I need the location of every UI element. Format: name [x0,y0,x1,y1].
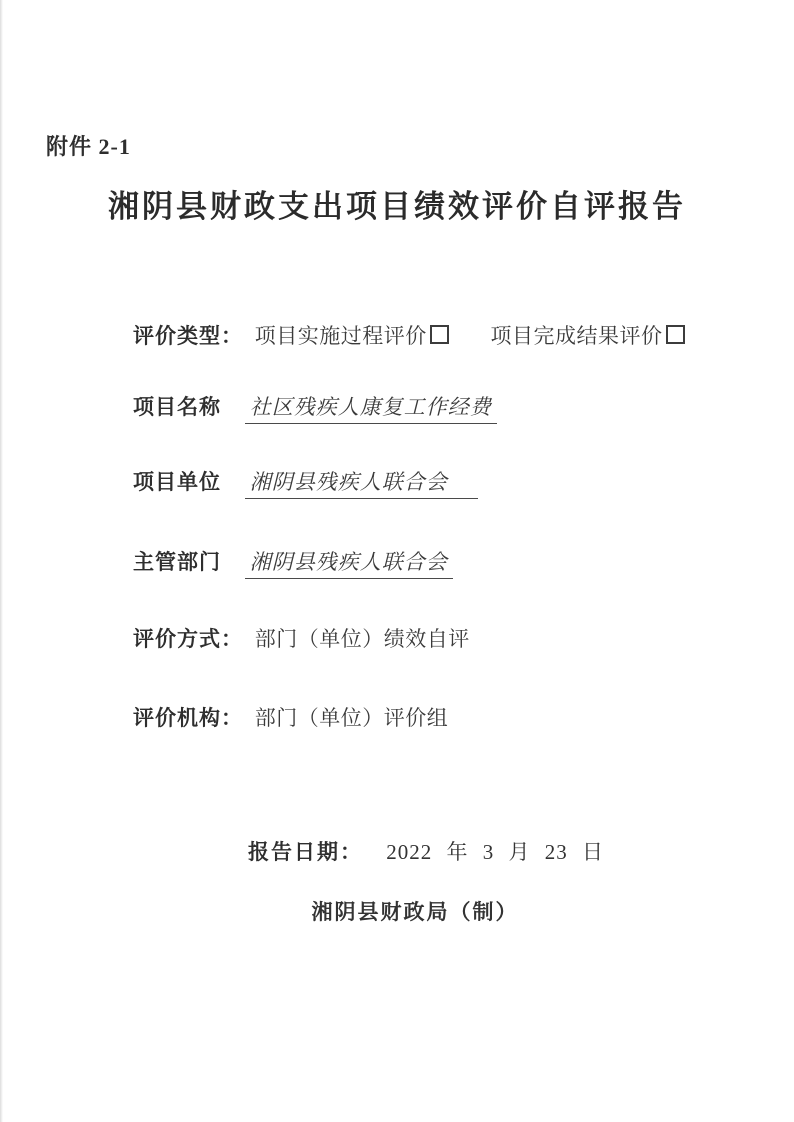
field-project-name [133,391,497,424]
project-name-label: 项目名称 [133,395,221,419]
checkbox-completion-evaluation[interactable] [666,325,685,344]
field-evaluation-method [133,623,470,653]
field-evaluation-organization [133,702,448,732]
report-date-label: 报告日期： [248,840,363,864]
field-evaluation-type [133,320,685,350]
document-title: 湘阴县财政支出项目绩效评价自评报告 [108,189,686,224]
evaluation-organization-value: 部门（单位）评价组 [254,706,449,730]
field-competent-department [133,546,453,579]
report-date-row [0,836,794,866]
competent-department-value: 湘阴县残疾人联合会 [245,546,453,579]
evaluation-method-value: 部门（单位）绩效自评 [254,627,470,651]
evaluation-type-option-completion: 项目完成结果评价 [490,324,663,348]
project-unit-value: 湘阴县残疾人联合会 [245,466,478,499]
report-date-value: 2022 年 3 月 23 日 [386,840,604,864]
field-project-unit [133,466,478,499]
checkbox-process-evaluation[interactable] [430,325,449,344]
competent-department-label: 主管部门 [133,550,221,574]
evaluation-type-label: 评价类型： [133,324,243,348]
project-name-value: 社区残疾人康复工作经费 [245,391,497,424]
issuer-line: 湘阴县财政局（制） [311,900,519,924]
evaluation-type-option-process: 项目实施过程评价 [254,324,427,348]
evaluation-organization-label: 评价机构： [133,706,243,730]
evaluation-method-label: 评价方式： [133,627,243,651]
project-unit-label: 项目单位 [133,470,221,494]
attachment-label: 附件 2-1 [46,134,131,159]
